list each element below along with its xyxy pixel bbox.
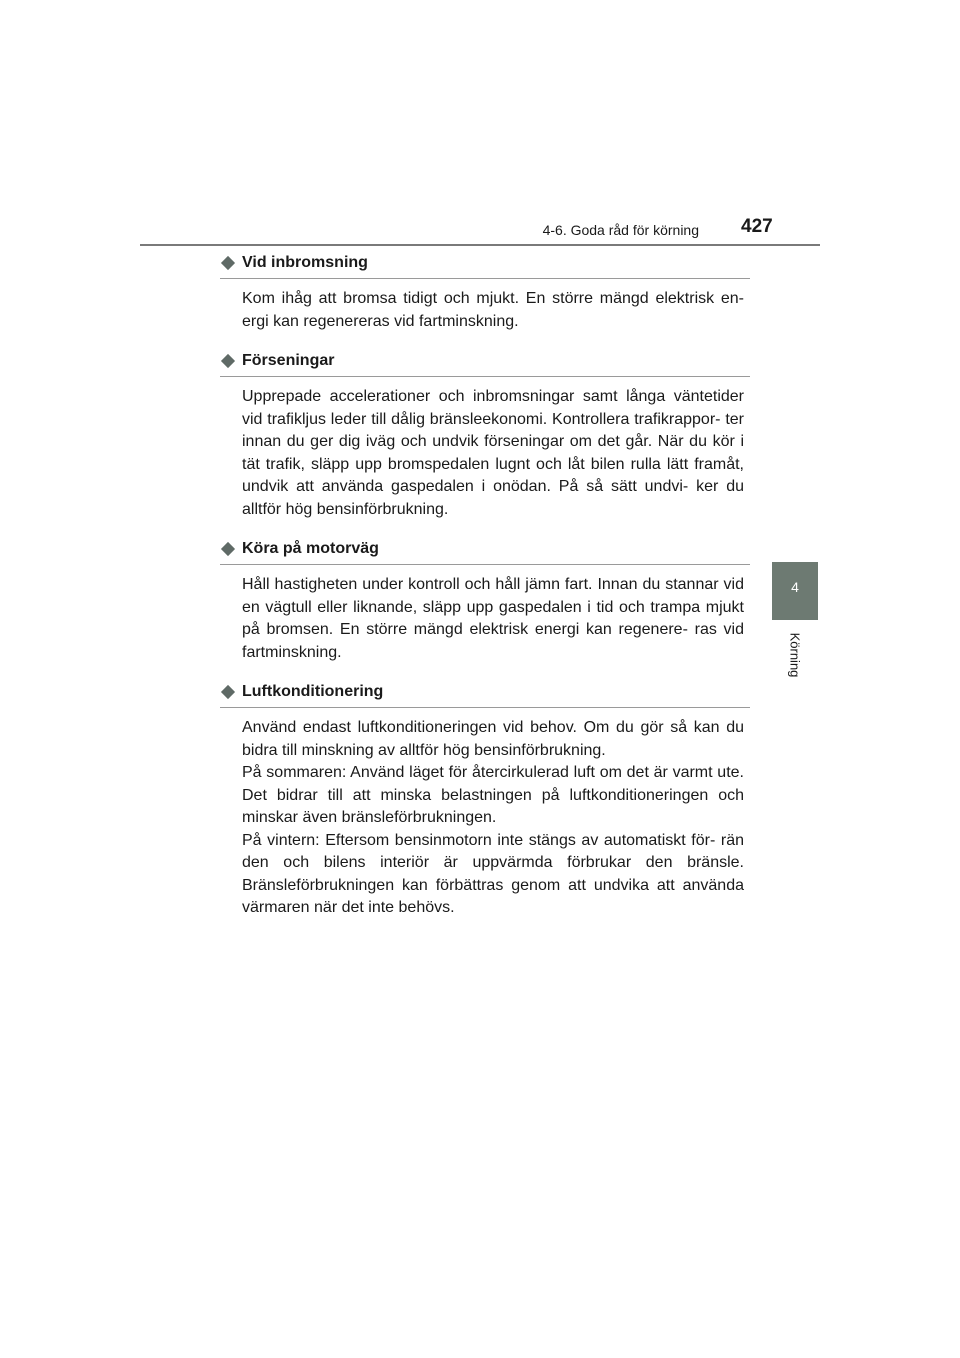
- paragraph: På sommaren: Använd läget för återcirkulerad luft om det är varmt ute. Det bidrar till att minska belastningen på luftkonditioneringen och minskar även bränsleförbrukningen.: [242, 764, 744, 826]
- header-divider: [140, 244, 820, 246]
- section-heading-text: Vid inbromsning: [242, 254, 368, 271]
- paragraph: Kom ihåg att bromsa tidigt och mjukt. En större mängd elektrisk en- ergi kan regenereras vid fartminskning.: [242, 290, 744, 330]
- section-body: [242, 574, 744, 664]
- chapter-tab: 4: [772, 562, 818, 620]
- section-heading: [220, 251, 750, 279]
- section-body: [242, 717, 744, 920]
- section-heading: [220, 349, 750, 377]
- section-heading: [220, 680, 750, 708]
- paragraph: Upprepade accelerationer och inbromsningar samt långa väntetider vid trafikljus leder till dålig bränsleekonomi. Kontrollera trafikrappor- ter innan du ger dig iväg och undvik förseningar om det går. När du kör i tät trafik, släpp upp bromspedalen lugnt och låt bilen rulla lätt framåt, undvik att använda gaspedalen i onödan. På så sätt undvi- ker du alltför hög bensinförbrukning.: [242, 388, 744, 518]
- section-heading: [220, 537, 750, 565]
- section-body: [242, 288, 744, 333]
- diamond-bullet-icon: [221, 685, 235, 699]
- section-title: 4-6. Goda råd för körning: [542, 222, 699, 238]
- section-delays: [220, 349, 750, 521]
- page-header: [140, 214, 820, 246]
- page-content: [220, 251, 750, 936]
- diamond-bullet-icon: [221, 354, 235, 368]
- paragraph: Använd endast luftkonditioneringen vid behov. Om du gör så kan du bidra till minskning av alltför hög bensinförbrukning.: [242, 719, 744, 759]
- paragraph: Håll hastigheten under kontroll och håll jämn fart. Innan du stannar vid en vägtull eller liknande, släpp upp gaspedalen i tid och trampa mjukt på bromsen. En större mängd elektrisk energi kan regenere- ras vid fartminskning.: [242, 576, 744, 661]
- section-heading-text: Köra på motorväg: [242, 540, 379, 557]
- section-highway: [220, 537, 750, 664]
- section-body: [242, 386, 744, 521]
- paragraph: På vintern: Eftersom bensinmotorn inte stängs av automatiskt för- rän den och bilens interiör är uppvärmda förbrukar den bränsle. Bränsleförbrukningen kan förbättras genom att undvika att använda värmaren när det inte behövs.: [242, 831, 744, 916]
- chapter-label: Körning: [787, 632, 803, 678]
- diamond-bullet-icon: [221, 542, 235, 556]
- section-air-conditioning: [220, 680, 750, 920]
- section-heading-text: Luftkonditionering: [242, 683, 384, 700]
- section-heading-text: Förseningar: [242, 352, 335, 369]
- section-braking: [220, 251, 750, 333]
- page-number: 427: [741, 216, 773, 237]
- diamond-bullet-icon: [221, 256, 235, 270]
